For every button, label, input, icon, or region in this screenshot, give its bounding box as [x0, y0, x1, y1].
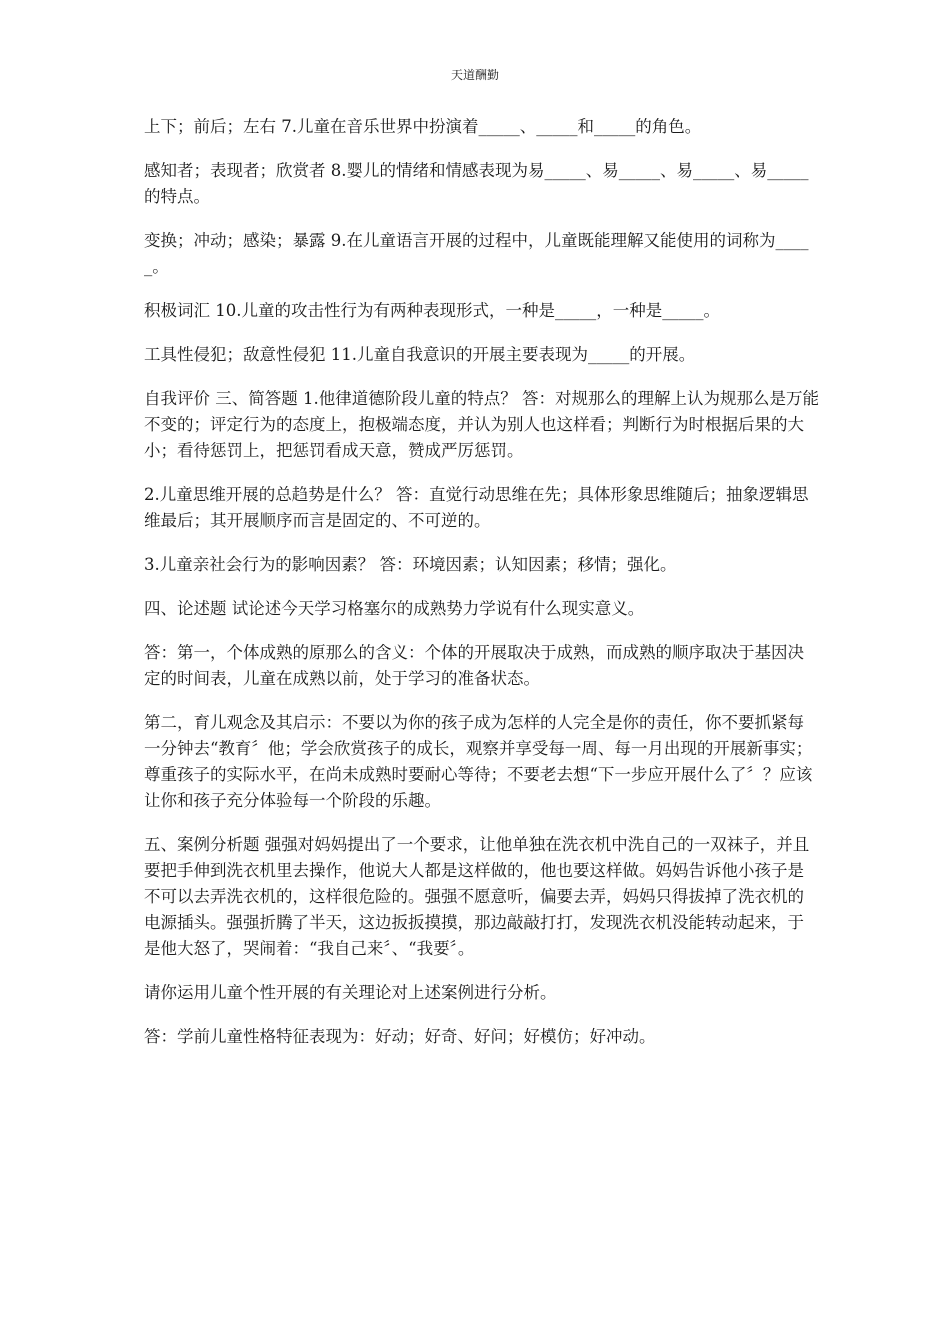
document-body	[144, 114, 820, 1068]
paragraph-short-answer-1: 自我评价 三、简答题 1.他律道德阶段儿童的特点？ 答：对规那么的理解上认为规那么是万能不变的；评定行为的态度上，抱极端态度，并认为别人也这样看；判断行为时根据后果的大小；看待惩罚上，把惩罚看成天意，赞成严厉惩罚。	[144, 389, 819, 460]
paragraph-essay-answer-2: 第二，育儿观念及其启示：不要以为你的孩子成为怎样的人完全是你的责任，你不要抓紧每一分钟去“教育〞他；学会欣赏孩子的成长，观察并享受每一周、每一月出现的开展新事实；尊重孩子的实际水平，在尚未成熟时要耐心等待；不要老去想“下一步应开展什么了〞？应该让你和孩子充分体验每一个阶段的乐趣。	[144, 713, 813, 810]
paragraph-essay-answer-1: 答：第一，个体成熟的原那么的含义：个体的开展取决于成熟，而成熟的顺序取决于基因决定的时间表，儿童在成熟以前，处于学习的准备状态。	[144, 643, 804, 688]
page-header: 天道酬勤	[450, 68, 499, 82]
paragraph-case-answer: 答：学前儿童性格特征表现为：好动；好奇、好问；好模仿；好冲动。	[144, 1027, 656, 1046]
paragraph-essay-question: 四、论述题 试论述今天学习格塞尔的成熟势力学说有什么现实意义。	[144, 599, 645, 618]
paragraph-answer-10: 积极词汇 10.儿童的攻击性行为有两种表现形式，一种是_____，一种是_____。	[144, 301, 720, 320]
paragraph-case-prompt: 请你运用儿童个性开展的有关理论对上述案例进行分析。	[144, 983, 557, 1002]
paragraph-answer-11: 工具性侵犯；敌意性侵犯 11.儿童自我意识的开展主要表现为_____的开展。	[144, 345, 696, 364]
paragraph-answer-8: 感知者；表现者；欣赏者 8.婴儿的情绪和情感表现为易_____、易_____、易_____、易_____的特点。	[144, 161, 809, 206]
paragraph-case-study: 五、案例分析题 强强对妈妈提出了一个要求，让他单独在洗衣机中洗自己的一双袜子，并且要把手伸到洗衣机里去操作，他说大人都是这样做的，他也要这样做。妈妈告诉他小孩子是不可以去弄洗衣机的，这样很危险的。强强不愿意听，偏要去弄，妈妈只得拔掉了洗衣机的电源插头。强强折腾了半天，这边扳扳摸摸，那边敲敲打打，发现洗衣机没能转动起来，于是他大怒了，哭闹着：“我自己来〞、“我要〞。	[144, 835, 810, 958]
paragraph-short-answer-2: 2.儿童思维开展的总趋势是什么？ 答：直觉行动思维在先；具体形象思维随后；抽象逻辑思维最后；其开展顺序而言是固定的、不可逆的。	[144, 485, 809, 530]
paragraph-answer-7: 上下；前后；左右 7.儿童在音乐世界中扮演着_____、_____和_____的角色。	[144, 117, 702, 136]
paragraph-answer-9: 变换；冲动；感染；暴露 9.在儿童语言开展的过程中，儿童既能理解又能使用的词称为_____。	[144, 231, 809, 276]
paragraph-short-answer-3: 3.儿童亲社会行为的影响因素？ 答：环境因素；认知因素；移情；强化。	[144, 555, 677, 574]
